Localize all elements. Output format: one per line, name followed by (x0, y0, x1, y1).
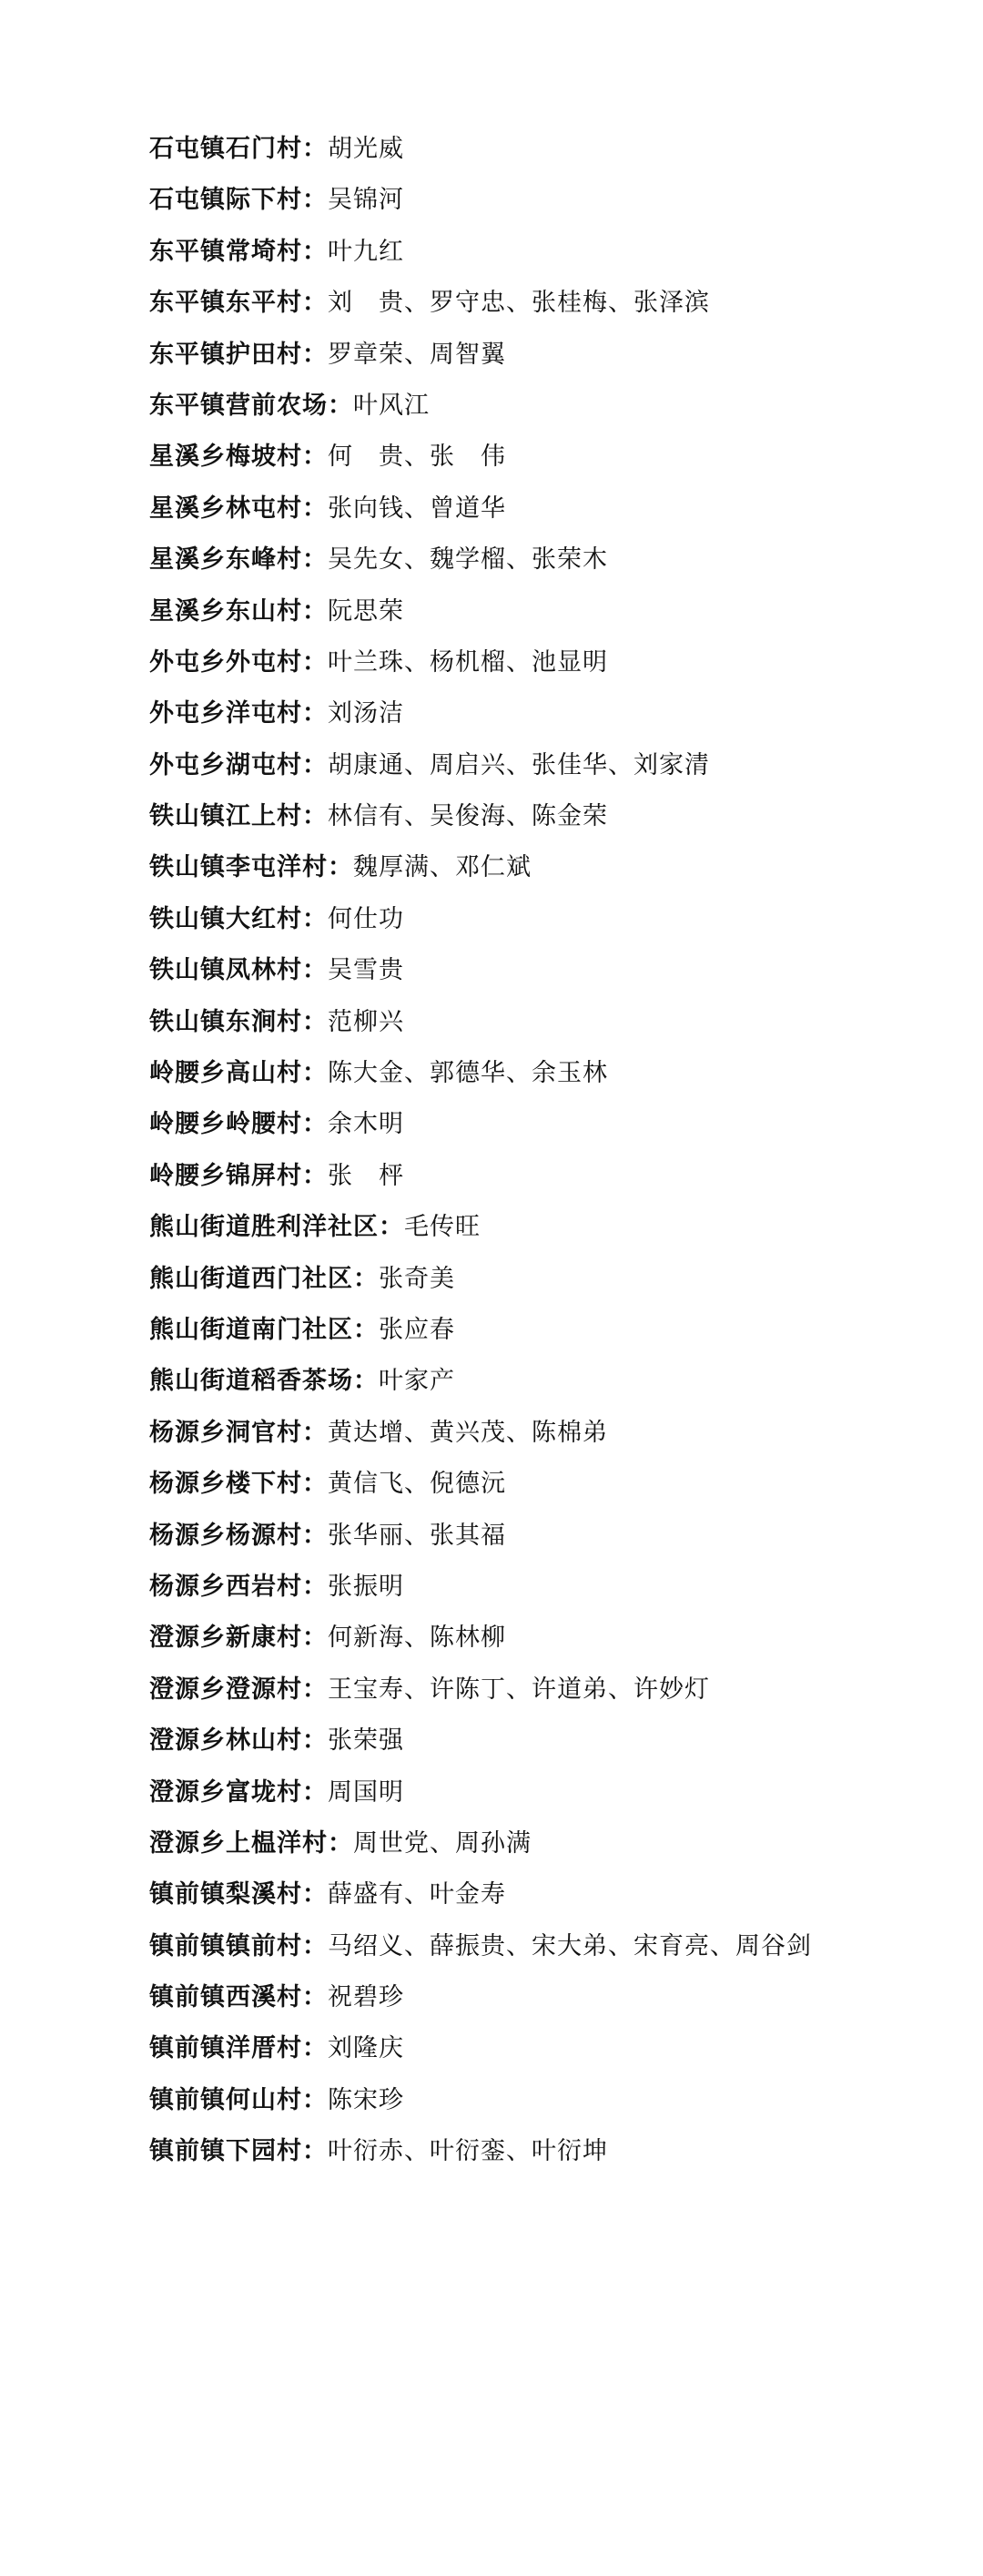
name-list (149, 124, 950, 2178)
person-names: 胡光威 (328, 135, 404, 163)
person-names: 周世党、周孙满 (353, 1828, 532, 1858)
village-label: 东平镇营前农场： (149, 391, 353, 420)
village-label: 熊山街道西门社区： (149, 1264, 379, 1293)
list-item (149, 1099, 950, 1150)
person-names: 魏厚满、邓仁斌 (353, 853, 532, 882)
person-names: 张向钱、曾道华 (328, 494, 506, 523)
person-names: 张荣强 (328, 1726, 404, 1756)
village-label: 镇前镇下园村： (149, 2137, 328, 2166)
person-names: 陈大金、郭德华、余玉林 (328, 1059, 608, 1088)
person-names: 张华丽、张其福 (328, 1521, 506, 1550)
person-names: 祝碧珍 (328, 1983, 404, 2012)
list-item (149, 1818, 950, 1869)
village-label: 澄源乡新康村： (149, 1624, 328, 1653)
person-names: 罗章荣、周智翼 (328, 340, 506, 369)
list-item (149, 432, 950, 483)
list-item (149, 1562, 950, 1613)
list-item (149, 278, 950, 329)
village-label: 外屯乡洋屯村： (149, 699, 328, 728)
person-names: 吴锦河 (328, 186, 404, 215)
list-item (149, 791, 950, 842)
person-names: 胡康通、周启兴、张佳华、刘家清 (328, 750, 710, 779)
village-label: 杨源乡洞官村： (149, 1418, 328, 1447)
person-names: 马绍义、薛振贵、宋大弟、宋育亮、周谷剑 (328, 1931, 812, 1960)
village-label: 铁山镇凤林村： (149, 956, 328, 985)
person-names: 吴雪贵 (328, 956, 404, 985)
village-label: 澄源乡澄源村： (149, 1675, 328, 1704)
list-item (149, 1921, 950, 1972)
village-label: 铁山镇江上村： (149, 802, 328, 831)
person-names: 何 贵、张 伟 (328, 443, 506, 472)
person-names: 毛传旺 (404, 1213, 481, 1242)
person-names: 薛盛有、叶金寿 (328, 1880, 506, 1909)
village-label: 岭腰乡岭腰村： (149, 1110, 328, 1139)
list-item (149, 997, 950, 1048)
person-names: 何新海、陈林柳 (328, 1624, 506, 1653)
village-label: 东平镇东平村： (149, 289, 328, 318)
list-item (149, 2023, 950, 2074)
person-names: 叶家产 (379, 1367, 455, 1396)
person-names: 余木明 (328, 1110, 404, 1139)
list-item (149, 1716, 950, 1767)
person-names: 张振明 (328, 1572, 404, 1601)
person-names: 张应春 (379, 1315, 455, 1344)
village-label: 杨源乡楼下村： (149, 1470, 328, 1499)
person-names: 叶九红 (328, 237, 404, 266)
list-item (149, 894, 950, 945)
village-label: 外屯乡湖屯村： (149, 750, 328, 779)
village-label: 镇前镇镇前村： (149, 1931, 328, 1960)
person-names: 黄达增、黄兴茂、陈棉弟 (328, 1418, 608, 1447)
list-item (149, 1869, 950, 1920)
list-item (149, 586, 950, 637)
person-names: 张奇美 (379, 1264, 455, 1293)
village-label: 岭腰乡高山村： (149, 1059, 328, 1088)
village-label: 东平镇常埼村： (149, 237, 328, 266)
list-item (149, 1511, 950, 1562)
list-item (149, 1048, 950, 1099)
list-item (149, 1151, 950, 1202)
person-names: 叶风江 (353, 391, 430, 420)
person-names: 王宝寿、许陈丁、许道弟、许妙灯 (328, 1675, 710, 1704)
list-item (149, 740, 950, 791)
village-label: 澄源乡上榅洋村： (149, 1828, 353, 1858)
list-item (149, 1408, 950, 1459)
list-item (149, 2126, 950, 2177)
person-names: 叶兰珠、杨机榴、池显明 (328, 647, 608, 677)
village-label: 星溪乡东山村： (149, 596, 328, 626)
person-names: 叶衍赤、叶衍銮、叶衍坤 (328, 2137, 608, 2166)
person-names: 刘 贵、罗守忠、张桂梅、张泽滨 (328, 289, 710, 318)
village-label: 星溪乡梅坡村： (149, 443, 328, 472)
village-label: 石屯镇石门村： (149, 135, 328, 163)
list-item (149, 1613, 950, 1664)
list-item (149, 124, 950, 175)
village-label: 镇前镇洋厝村： (149, 2034, 328, 2063)
person-names: 刘汤洁 (328, 699, 404, 728)
village-label: 杨源乡杨源村： (149, 1521, 328, 1550)
village-label: 铁山镇东涧村： (149, 1007, 328, 1036)
village-label: 澄源乡富垅村： (149, 1777, 328, 1807)
village-label: 铁山镇大红村： (149, 904, 328, 933)
list-item (149, 330, 950, 381)
village-label: 澄源乡林山村： (149, 1726, 328, 1756)
person-names: 范柳兴 (328, 1007, 404, 1036)
village-label: 熊山街道稻香茶场： (149, 1367, 379, 1396)
village-label: 镇前镇梨溪村： (149, 1880, 328, 1909)
list-item (149, 637, 950, 688)
list-item (149, 381, 950, 432)
village-label: 镇前镇何山村： (149, 2085, 328, 2114)
list-item (149, 1459, 950, 1510)
list-item (149, 1972, 950, 2023)
list-item (149, 2075, 950, 2126)
list-item (149, 484, 950, 535)
list-item (149, 1202, 950, 1253)
village-label: 石屯镇际下村： (149, 186, 328, 215)
person-names: 何仕功 (328, 904, 404, 933)
person-names: 张 枰 (328, 1161, 404, 1190)
list-item (149, 1767, 950, 1818)
person-names: 周国明 (328, 1777, 404, 1807)
list-item (149, 842, 950, 893)
village-label: 岭腰乡锦屏村： (149, 1161, 328, 1190)
person-names: 刘隆庆 (328, 2034, 404, 2063)
person-names: 陈宋珍 (328, 2085, 404, 2114)
village-label: 杨源乡西岩村： (149, 1572, 328, 1601)
village-label: 铁山镇李屯洋村： (149, 853, 353, 882)
list-item (149, 1305, 950, 1356)
person-names: 林信有、吴俊海、陈金荣 (328, 802, 608, 831)
person-names: 吴先女、魏学榴、张荣木 (328, 545, 608, 575)
list-item (149, 535, 950, 585)
village-label: 星溪乡林屯村： (149, 494, 328, 523)
village-label: 东平镇护田村： (149, 340, 328, 369)
person-names: 黄信飞、倪德沅 (328, 1470, 506, 1499)
list-item (149, 945, 950, 996)
list-item (149, 227, 950, 278)
list-item (149, 1665, 950, 1716)
list-item (149, 1254, 950, 1305)
village-label: 熊山街道南门社区： (149, 1315, 379, 1344)
village-label: 熊山街道胜利洋社区： (149, 1213, 404, 1242)
list-item (149, 688, 950, 739)
list-item (149, 175, 950, 226)
village-label: 外屯乡外屯村： (149, 647, 328, 677)
village-label: 星溪乡东峰村： (149, 545, 328, 575)
person-names: 阮思荣 (328, 596, 404, 626)
village-label: 镇前镇西溪村： (149, 1983, 328, 2012)
list-item (149, 1356, 950, 1407)
